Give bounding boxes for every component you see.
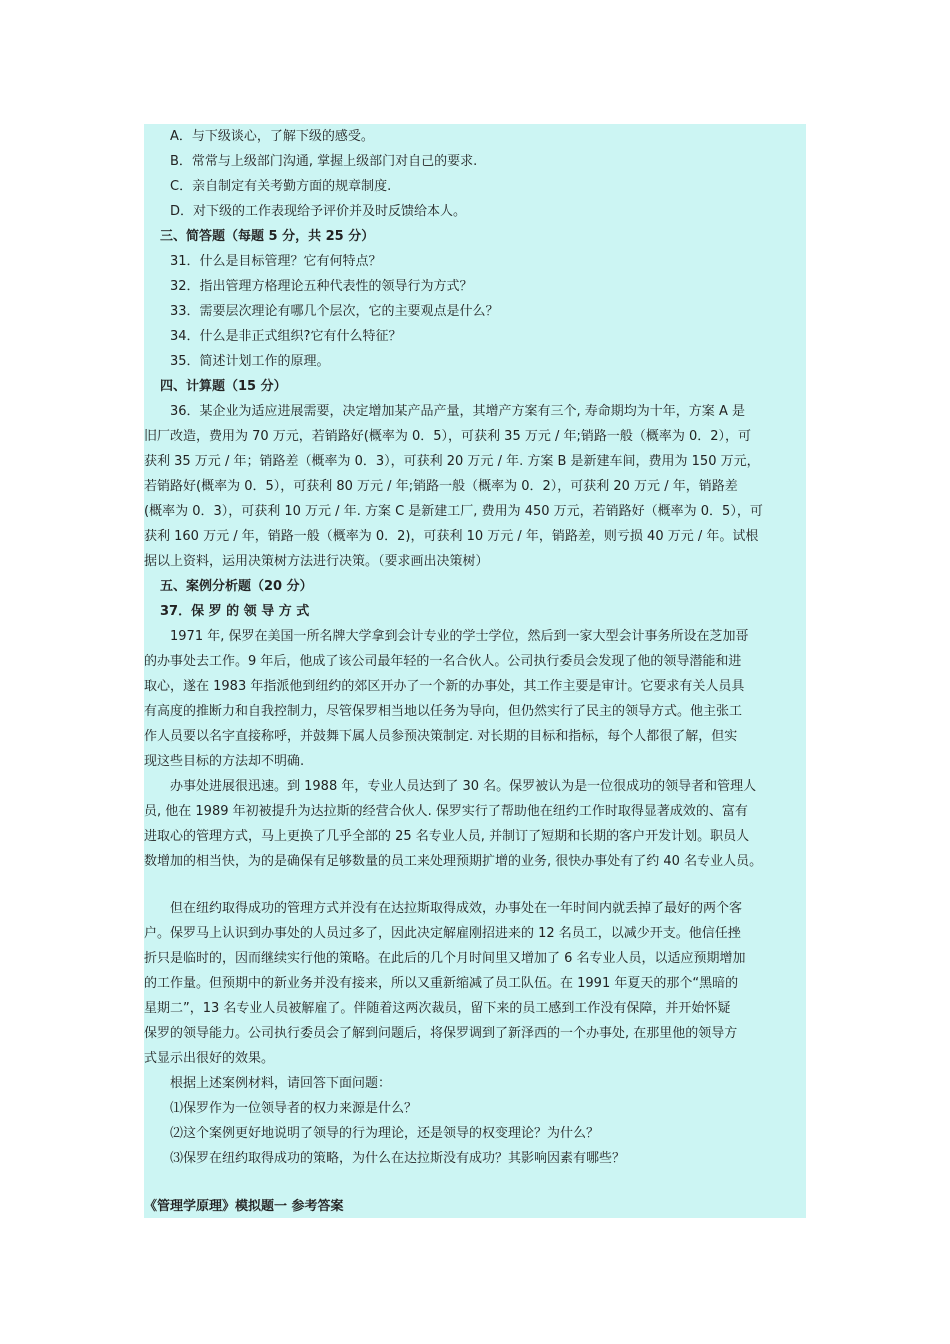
- question-36-line: 旧厂改造，费用为 70 万元，若销路好(概率为 0．5），可获利 35 万元 / 年;销路一般（概率为 0．2），可: [144, 429, 752, 444]
- option-d: D．对下级的工作表现给予评价并及时反馈给本人。: [170, 204, 467, 219]
- case-paragraph-line: 进取心的管理方式，马上更换了几乎全部的 25 名专业人员, 并制订了短期和长期的客户开发计划。职员人: [144, 829, 750, 844]
- section-heading-case-analysis: 五、案例分析题（20 分）: [160, 579, 313, 594]
- case-paragraph-line: 星期二”，13 名专业人员被解雇了。伴随着这两次裁员，留下来的员工感到工作没有保障，并开始怀疑: [144, 1001, 731, 1016]
- question-32: 32．指出管理方格理论五种代表性的领导行为方式？: [170, 279, 473, 294]
- case-paragraph-line: 折只是临时的，因而继续实行他的策略。在此后的几个月时间里又增加了 6 名专业人员，以适应预期增加: [144, 951, 746, 966]
- question-31: 31．什么是目标管理？它有何特点？: [170, 254, 382, 269]
- question-36-line: (概率为 0．3），可获利 10 万元 / 年. 方案 C 是新建工厂, 费用为 450 万元，若销路好（概率为 0．5），可: [144, 504, 763, 519]
- question-36-line: 获利 35 万元 / 年；销路差（概率为 0．3），可获利 20 万元 / 年. 方案 B 是新建车间，费用为 150 万元，: [144, 454, 760, 469]
- option-b: B．常常与上级部门沟通, 掌握上级部门对自己的要求.: [170, 154, 478, 169]
- case-paragraph-line: 办事处进展很迅速。到 1988 年，专业人员达到了 30 名。保罗被认为是一位很成功的领导者和管理人: [170, 779, 757, 794]
- question-36-line: 据以上资料，运用决策树方法进行决策。（要求画出决策树）: [144, 554, 489, 569]
- case-paragraph-line: 户。保罗马上认识到办事处的人员过多了，因此决定解雇刚招进来的 12 名员工，以减少开支。他信任挫: [144, 926, 741, 941]
- question-34: 34．什么是非正式组织?它有什么特征？: [170, 329, 402, 344]
- case-question-1: ⑴保罗作为一位领导者的权力来源是什么？: [170, 1101, 418, 1116]
- option-c: C．亲自制定有关考勤方面的规章制度.: [170, 179, 392, 194]
- question-36-line: 36．某企业为适应进展需要，决定增加某产品产量，其增产方案有三个, 寿命期均为十年，方案 A 是: [170, 404, 745, 419]
- case-paragraph-line: 1971 年, 保罗在美国一所名牌大学拿到会计专业的学士学位，然后到一家大型会计事务所设在芝加哥: [170, 629, 749, 644]
- option-a: A．与下级谈心，了解下级的感受。: [170, 129, 374, 144]
- case-paragraph-line: 但在纽约取得成功的管理方式并没有在达拉斯取得成效，办事处在一年时间内就丢掉了最好的两个客: [170, 901, 743, 916]
- question-36-line: 获利 160 万元 / 年，销路一般（概率为 0．2)，可获利 10 万元 / 年，销路差，则亏损 40 万元 / 年。试根: [144, 529, 759, 544]
- section-heading-short-answer: 三、简答题（每题 5 分，共 25 分）: [160, 229, 375, 244]
- case-title: 37．保 罗 的 领 导 方 式: [160, 604, 310, 619]
- case-paragraph-line: 式显示出很好的效果。: [144, 1051, 275, 1066]
- question-35: 35．简述计划工作的原理。: [170, 354, 330, 369]
- case-prompt: 根据上述案例材料，请回答下面问题：: [170, 1076, 392, 1091]
- question-36-line: 若销路好(概率为 0．5），可获利 80 万元 / 年;销路一般（概率为 0．2），可获利 20 万元 / 年，销路差: [144, 479, 738, 494]
- case-paragraph-line: 的工作量。但预期中的新业务并没有接来，所以又重新缩减了员工队伍。在 1991 年夏天的那个“黑暗的: [144, 976, 739, 991]
- case-paragraph-line: 数增加的相当快，为的是确保有足够数量的员工来处理预期扩增的业务, 很快办事处有了约 40 名专业人员。: [144, 854, 763, 869]
- case-paragraph-line: 取心，遂在 1983 年指派他到纽约的郊区开办了一个新的办事处，其工作主要是审计。它要求有关人员具: [144, 679, 745, 694]
- case-paragraph-line: 现这些目标的方法却不明确.: [144, 754, 305, 769]
- case-paragraph-line: 员, 他在 1989 年初被提升为达拉斯的经营合伙人. 保罗实行了帮助他在纽约工作时取得显著成效的、富有: [144, 804, 748, 819]
- question-33: 33．需要层次理论有哪几个层次，它的主要观点是什么？: [170, 304, 499, 319]
- case-paragraph-line: 作人员要以名字直接称呼，并鼓舞下属人员参预决策制定. 对长期的目标和指标，每个人都很了解，但实: [144, 729, 738, 744]
- case-paragraph-line: 保罗的领导能力。公司执行委员会了解到问题后，将保罗调到了新泽西的一个办事处, 在那里他的领导方: [144, 1026, 738, 1041]
- section-heading-calculation: 四、计算题（15 分）: [160, 379, 287, 394]
- case-question-3: ⑶保罗在纽约取得成功的策略，为什么在达拉斯没有成功？其影响因素有哪些？: [170, 1151, 626, 1166]
- case-paragraph-line: 的办事处去工作。9 年后，他成了该公司最年轻的一名合伙人。公司执行委员会发现了他的领导潜能和进: [144, 654, 742, 669]
- answer-key-title: 《管理学原理》模拟题一 参考答案: [144, 1199, 344, 1214]
- case-question-2: ⑵这个案例更好地说明了领导的行为理论，还是领导的权变理论？为什么？: [170, 1126, 600, 1141]
- case-paragraph-line: 有高度的推断力和自我控制力，尽管保罗相当地以任务为导向，但仍然实行了民主的领导方式。他主张工: [144, 704, 743, 719]
